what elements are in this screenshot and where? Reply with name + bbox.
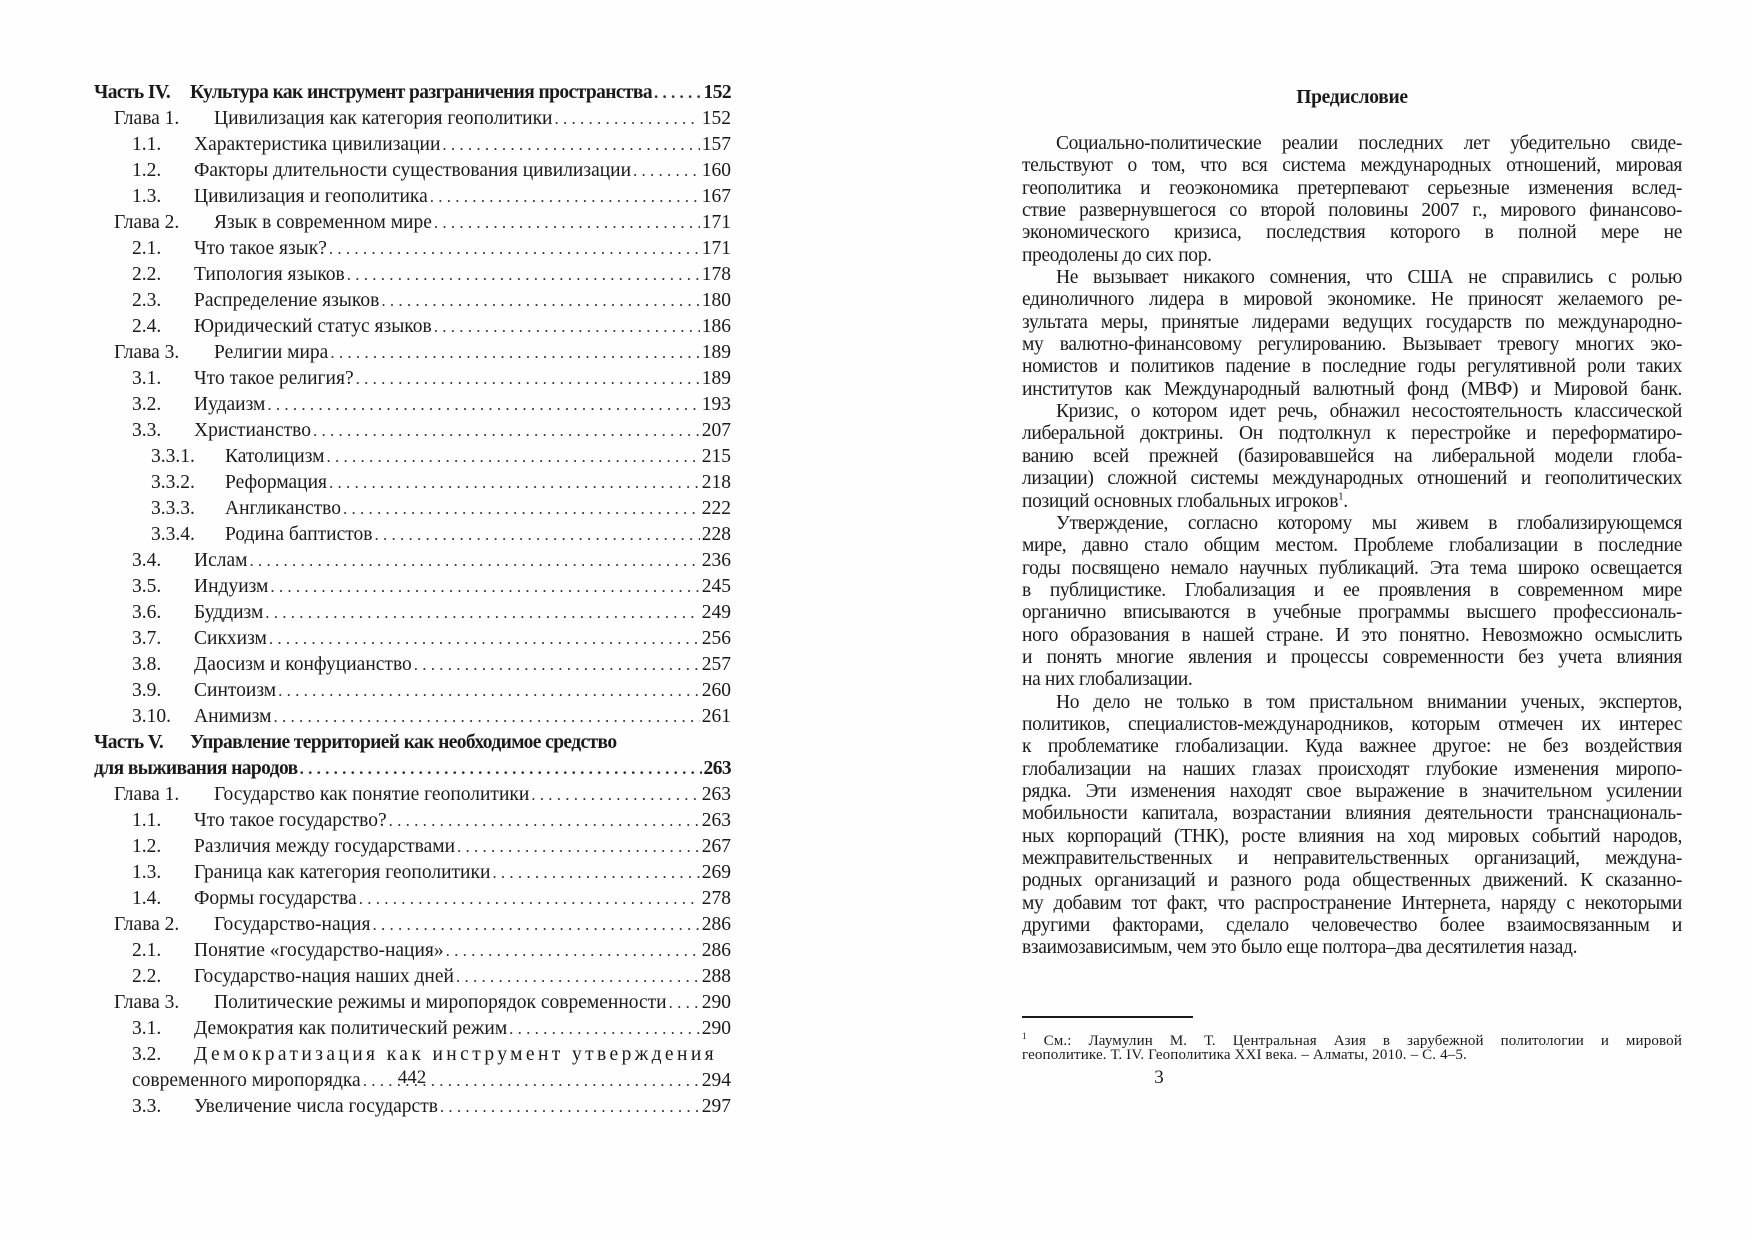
toc-entry-sec[interactable] — [94, 262, 731, 288]
toc-entry-sec[interactable] — [94, 288, 731, 314]
text-line — [1022, 222, 1682, 244]
text-line-content: межправительственных и неправительственных организаций, междуна- — [1022, 848, 1682, 869]
toc-entry-number: 3.3. — [132, 420, 162, 441]
toc-entry-title: Увеличение числа государств — [194, 1096, 438, 1117]
toc-entry-chapter[interactable] — [94, 106, 731, 132]
toc-entry-title: Что такое государство? — [194, 810, 387, 831]
text-line — [1022, 692, 1682, 714]
text-line-content: мобильности капитала, возрастании влияния деятельности транснациональ- — [1022, 803, 1682, 825]
toc-entry-sec[interactable] — [94, 314, 731, 340]
toc-entry-sec[interactable] — [94, 834, 731, 860]
toc-entry-number: 3.9. — [132, 680, 162, 701]
toc-entry-sec[interactable] — [94, 158, 731, 184]
toc-entry-page: 207 — [701, 420, 731, 441]
toc-entry-number: Глава 2. — [114, 914, 180, 935]
toc-entry-number: 1.2. — [132, 160, 162, 181]
toc-entry-title: Англиканство — [225, 498, 341, 519]
text-line-content: институтов как Международный валютный фонд (МВФ) и Мировой банк. — [1022, 378, 1682, 400]
toc-entry-page: 294 — [701, 1070, 731, 1091]
toc-entry-sub[interactable] — [94, 496, 731, 522]
toc-entry-page: 297 — [701, 1096, 731, 1117]
toc-entry-title: Демократизация как инструмент утверждения — [194, 1044, 718, 1065]
toc-entry-number: Часть V. — [94, 732, 164, 753]
toc-entry-title: Католицизм — [225, 446, 325, 467]
toc-entry-title: Сикхизм — [194, 628, 267, 649]
text-line — [1022, 647, 1682, 669]
text-line-content: Социально-политические реалии последних лет убедительно свиде- — [1056, 133, 1682, 154]
toc-entry-sec[interactable] — [94, 184, 731, 210]
toc-entry-title: Христианство — [194, 420, 311, 441]
left-page — [0, 0, 874, 1241]
text-line-content: экономического кризиса, последствия которого в полной мере не — [1022, 222, 1682, 244]
dot-leader — [381, 288, 699, 314]
toc-entry-title: Формы государства — [194, 888, 357, 909]
dot-leader — [414, 652, 700, 678]
text-line — [1022, 178, 1682, 200]
text-line — [1022, 334, 1682, 356]
toc-entry-sub[interactable] — [94, 444, 731, 470]
text-line — [1022, 625, 1682, 647]
toc-entry-number: 3.3. — [132, 1096, 162, 1117]
page-number-left: 442 — [397, 1067, 427, 1088]
toc-entry-sec[interactable] — [94, 704, 731, 730]
dot-leader — [274, 704, 700, 730]
toc-entry-page: 290 — [701, 992, 731, 1013]
toc-entry-sec[interactable] — [94, 548, 731, 574]
toc-entry-title: Язык в современном мире — [214, 212, 432, 233]
toc-entry-chapter[interactable] — [94, 990, 731, 1016]
text-line-content: зультата меры, принятые лидерами ведущих государств по международно- — [1022, 311, 1682, 333]
dot-leader — [457, 834, 700, 860]
toc-entry-number: 1.4. — [132, 888, 162, 909]
dot-leader — [249, 548, 699, 574]
dot-leader — [434, 314, 700, 340]
toc-entry-sec[interactable] — [94, 678, 731, 704]
toc-entry-page: 257 — [701, 654, 731, 675]
text-line — [1022, 870, 1682, 892]
toc-entry-title: Юридический статус языков — [194, 316, 432, 337]
text-line-content: преодолены до сих пор. — [1022, 244, 1212, 266]
text-line-content: Не вызывает никакого сомнения, что США не справились с ролью — [1056, 267, 1682, 289]
dot-leader — [347, 262, 700, 288]
toc-entry-sec[interactable] — [94, 652, 731, 678]
toc-entry-title: Реформация — [225, 472, 328, 493]
toc-entry-title: Синтоизм — [194, 680, 277, 701]
toc-entry-sec[interactable] — [94, 392, 731, 418]
dot-leader — [442, 132, 699, 158]
toc-entry-page: 261 — [701, 706, 731, 727]
text-line-content: ных корпораций (ТНК), росте влияния на ход мировых событий народов, — [1022, 825, 1682, 847]
toc-entry-number: 3.2. — [132, 394, 162, 415]
dot-leader — [633, 158, 700, 184]
footnote-marker: 1 — [1022, 1031, 1027, 1041]
toc-entry-sec[interactable] — [94, 236, 731, 262]
toc-entry-page: 215 — [701, 446, 731, 467]
text-line-content: Кризис, о котором идет речь, обнажил несостоятельность классической — [1056, 401, 1682, 423]
dot-leader — [374, 522, 699, 548]
toc-entry-sec[interactable] — [94, 1094, 731, 1120]
toc-entry-page: 245 — [701, 576, 731, 597]
text-line — [1022, 491, 1682, 513]
text-line-content: другими факторами, сделало человечество более взаимосвязанным и — [1022, 915, 1682, 937]
toc-entry-page: 189 — [701, 368, 731, 389]
toc-entry-sec[interactable] — [94, 808, 731, 834]
text-line — [1022, 155, 1682, 177]
toc-entry-title: Распределение языков — [194, 290, 380, 311]
text-line — [1022, 937, 1682, 959]
toc-entry-page: 171 — [701, 212, 731, 233]
text-line-content: мире, давно стало общим местом. Проблеме глобализации в последние — [1022, 535, 1682, 557]
toc-entry-page: 290 — [701, 1018, 731, 1039]
toc-entry-number: Глава 2. — [114, 212, 180, 233]
toc-entry-sec[interactable] — [94, 574, 731, 600]
text-line-content: политиков, специалистов-международников, которым отмечен их интерес — [1022, 713, 1682, 735]
toc-entry-number: 3.1. — [132, 368, 162, 389]
toc-entry-part[interactable] — [94, 730, 731, 756]
toc-entry-number: Часть IV. — [94, 82, 171, 103]
toc-entry-sec[interactable] — [94, 964, 731, 990]
dot-leader — [531, 782, 699, 808]
toc-entry-title: Факторы длительности существования цивилизации — [194, 160, 632, 181]
text-line — [1022, 826, 1682, 848]
toc-entry-page: 178 — [701, 264, 731, 285]
text-line — [1022, 267, 1682, 289]
text-line — [1022, 356, 1682, 378]
dot-leader — [300, 756, 702, 782]
text-line-content: глобализации на наших глазах происходят глубокие изменения миропо- — [1022, 758, 1682, 780]
text-line-content: позиций основных глобальных игроков — [1022, 490, 1339, 512]
toc-entry-page: 222 — [701, 498, 731, 519]
text-line — [1022, 535, 1682, 557]
toc-entry-title: Индуизм — [194, 576, 269, 597]
toc-entry-chapter[interactable] — [94, 912, 731, 938]
toc-entry-title: Характеристика цивилизации — [194, 134, 441, 155]
text-line — [1022, 289, 1682, 311]
toc-entry-page: 186 — [701, 316, 731, 337]
toc-entry-sec[interactable] — [94, 418, 731, 444]
toc-entry-number: 3.7. — [132, 628, 162, 649]
toc-entry-title: Ислам — [194, 550, 248, 571]
text-line-content: либеральной доктрины. Он подтолкнул к перестройке и переформатиро- — [1022, 423, 1682, 445]
page-number-right: 3 — [1154, 1067, 1164, 1088]
toc-entry-chapter[interactable] — [94, 782, 731, 808]
toc-entry-sub[interactable] — [94, 470, 731, 496]
text-line — [1022, 468, 1682, 490]
footnote-divider — [1022, 1016, 1193, 1018]
toc-entry-continuation[interactable] — [94, 756, 731, 782]
toc-entry-title: Цивилизация как категория геополитики — [214, 108, 553, 129]
toc-entry-title: Типология языков — [194, 264, 345, 285]
toc-entry-title: Культура как инструмент разграничения пространства — [190, 82, 652, 103]
dot-leader — [509, 1016, 700, 1042]
text-line — [1022, 245, 1682, 267]
footnote-text: См.: Лаумулин М. Т. Центральная Азия в зарубежной политологии и мировой — [1043, 1033, 1682, 1049]
toc-entry-page: 160 — [701, 160, 731, 181]
text-line — [1022, 714, 1682, 736]
toc-entry-title: Управление территорией как необходимое средство — [190, 732, 617, 753]
toc-entry-page: 152 — [701, 108, 731, 129]
toc-entry-number: 3.4. — [132, 550, 162, 571]
toc-entry-sec[interactable] — [94, 626, 731, 652]
text-line — [1022, 401, 1682, 423]
toc-entry-title: Цивилизация и геополитика — [194, 186, 428, 207]
toc-entry-title-continued: современного миропорядка — [132, 1070, 361, 1091]
toc-entry-sec[interactable] — [94, 600, 731, 626]
toc-entry-sec[interactable] — [94, 938, 731, 964]
toc-entry-number: 1.3. — [132, 862, 162, 883]
toc-entry-number: 2.2. — [132, 966, 162, 987]
toc-entry-page: 260 — [701, 680, 731, 701]
toc-entry-sec[interactable] — [94, 860, 731, 886]
toc-entry-page: 263 — [701, 784, 731, 805]
toc-entry-title: Государство как понятие геополитики — [214, 784, 530, 805]
toc-entry-page: 286 — [701, 914, 731, 935]
text-line — [1022, 513, 1682, 535]
toc-entry-number: 3.3.4. — [151, 524, 195, 545]
text-line — [1022, 781, 1682, 803]
toc-entry-title: Демократия как политический режим — [194, 1018, 508, 1039]
toc-entry-title: Религии мира — [214, 342, 329, 363]
text-line — [1022, 580, 1682, 602]
toc-entry-sub[interactable] — [94, 522, 731, 548]
dot-leader — [440, 1094, 700, 1120]
text-line — [1022, 669, 1682, 691]
toc-entry-number: 3.6. — [132, 602, 162, 623]
dot-leader — [343, 496, 700, 522]
toc-entry-page: 236 — [701, 550, 731, 571]
toc-entry-chapter[interactable] — [94, 210, 731, 236]
toc-entry-sec[interactable] — [94, 886, 731, 912]
toc-entry-sec[interactable] — [94, 1016, 731, 1042]
text-line-content: Но дело не только в том пристальном внимании ученых, экспертов, — [1056, 691, 1682, 713]
toc-entry-number: 3.5. — [132, 576, 162, 597]
toc-entry-page: 269 — [701, 862, 731, 883]
text-line-content: органично вписываются в учебные программы высшего профессиональ- — [1022, 602, 1682, 624]
dot-leader — [492, 860, 699, 886]
toc-entry-number: 1.1. — [132, 134, 162, 155]
toc-entry-title-continued: для выживания народов — [94, 758, 298, 779]
text-line-content: к проблематике глобализации. Куда важнее другое: не без воздействия — [1022, 736, 1682, 758]
toc-entry-part[interactable] — [94, 80, 731, 106]
toc-entry-page: 263 — [701, 810, 731, 831]
dot-leader — [326, 444, 699, 470]
dot-leader — [389, 808, 700, 834]
toc-entry-page: 167 — [701, 186, 731, 207]
toc-entry-page: 218 — [701, 472, 731, 493]
dot-leader — [555, 106, 700, 132]
toc-entry-sec[interactable] — [94, 366, 731, 392]
dot-leader — [372, 912, 699, 938]
dot-leader — [654, 80, 702, 106]
toc-entry-title: Что такое религия? — [194, 368, 354, 389]
dot-leader — [265, 600, 699, 626]
toc-entry-page: 249 — [701, 602, 731, 623]
toc-entry-page: 267 — [701, 836, 731, 857]
toc-entry-page: 152 — [703, 82, 731, 103]
toc-entry-page: 263 — [703, 758, 731, 779]
dot-leader — [313, 418, 700, 444]
dot-leader — [434, 210, 700, 236]
text-line-content: единоличного лидера в мировой экономике. Не приносят желаемого ре- — [1022, 289, 1682, 311]
dot-leader — [359, 886, 700, 912]
text-line — [1022, 602, 1682, 624]
text-line — [1022, 759, 1682, 781]
toc-entry-number: 1.2. — [132, 836, 162, 857]
toc-entry-chapter[interactable] — [94, 340, 731, 366]
toc-entry-number: Глава 1. — [114, 784, 180, 805]
toc-entry-page: 256 — [701, 628, 731, 649]
toc-entry-number: 2.1. — [132, 940, 162, 961]
text-line-content: и понять многие явления и процессы современности без учета влияния — [1022, 646, 1682, 668]
text-line-content: взаимозависимым, чем это было еще полтора–два десятилетия назад. — [1022, 937, 1578, 959]
toc-entry-number: 1.3. — [132, 186, 162, 207]
text-line-content: годы посвящено немало научных публикаций. Эта тема широко освещается — [1022, 557, 1682, 579]
toc-entry-number: Глава 1. — [114, 108, 180, 129]
text-line — [1022, 423, 1682, 445]
text-line — [1022, 446, 1682, 468]
footnote — [1022, 1027, 1682, 1065]
toc-entry-page: 189 — [701, 342, 731, 363]
toc-entry-number: Глава 3. — [114, 342, 180, 363]
text-line-content: му валютно-финансовому регулированию. Вызывает тревогу многих эко- — [1022, 334, 1682, 356]
dot-leader — [269, 626, 700, 652]
toc-entry-number: 3.3.2. — [151, 472, 195, 493]
preface-heading: Предисловие — [1296, 87, 1408, 108]
text-line-punct: . — [1343, 490, 1348, 512]
toc-entry-number: Глава 3. — [114, 992, 180, 1013]
toc-entry-title: Государство-нация наших дней — [194, 966, 454, 987]
text-line-content: родных организаций и разного рода общественных движений. К сказанно- — [1022, 870, 1682, 892]
dot-leader — [430, 184, 700, 210]
text-line-content: Утверждение, согласно которому мы живем в глобализирующемся — [1056, 512, 1682, 534]
text-line — [1022, 200, 1682, 222]
text-line-content: тельствуют о том, что вся система международных отношений, мировая — [1022, 155, 1682, 177]
dot-leader — [456, 964, 700, 990]
toc-entry-title: Иудаизм — [194, 394, 266, 415]
footnote-reference[interactable]: 1 — [1338, 490, 1344, 502]
toc-entry-title: Государство-нация — [214, 914, 371, 935]
text-line — [1022, 558, 1682, 580]
toc-entry-title: Что такое язык? — [194, 238, 327, 259]
toc-entry-page: 157 — [701, 134, 731, 155]
toc-entry-page: 228 — [701, 524, 731, 545]
dot-leader — [267, 392, 699, 418]
toc-entry-page: 288 — [701, 966, 731, 987]
footnote-line — [1022, 1027, 1682, 1049]
text-line-content: геополитика и геоэкономика претерпевают серьезные изменения вслед- — [1022, 177, 1682, 199]
dot-leader — [270, 574, 699, 600]
text-line — [1022, 312, 1682, 334]
toc-entry-title: Родина баптистов — [225, 524, 373, 545]
toc-entry-number: 2.3. — [132, 290, 162, 311]
toc-entry-number: 2.2. — [132, 264, 162, 285]
text-line-content: на них глобализации. — [1022, 669, 1193, 691]
text-line — [1022, 848, 1682, 870]
text-line — [1022, 379, 1682, 401]
toc-entry-number: 3.2. — [132, 1044, 162, 1065]
text-line — [1022, 893, 1682, 915]
toc-entry-sec[interactable] — [94, 132, 731, 158]
toc-entry-sec[interactable] — [94, 1042, 731, 1068]
toc-entry-title: Политические режимы и миропорядок современности — [214, 992, 667, 1013]
text-line — [1022, 133, 1682, 155]
toc-entry-number: 3.8. — [132, 654, 162, 675]
toc-entry-number: 1.1. — [132, 810, 162, 831]
toc-entry-page: 286 — [701, 940, 731, 961]
dot-leader — [446, 938, 700, 964]
text-line-content: ванию всей прежней (базировавшейся на либеральной модели глоба- — [1022, 445, 1682, 467]
footnote-text: геополитике. Т. IV. Геополитика XXI века. – Алматы, 2010. – С. 4–5. — [1022, 1047, 1467, 1063]
text-line-content: му добавим тот факт, что распространение Интернета, наряду с некоторыми — [1022, 892, 1682, 914]
toc-entry-number: 3.3.3. — [151, 498, 195, 519]
text-line-content: рядка. Эти изменения находят свое выражение в значительном усилении — [1022, 780, 1682, 802]
text-line — [1022, 915, 1682, 937]
text-line-content: ствие развернувшегося со второй половины 2007 г., мирового финансово- — [1022, 200, 1682, 222]
toc-entry-title: Граница как категория геополитики — [194, 862, 491, 883]
toc-entry-page: 193 — [701, 394, 731, 415]
dot-leader — [278, 678, 700, 704]
dot-leader — [330, 340, 699, 366]
toc-entry-number: 3.3.1. — [151, 446, 195, 467]
dot-leader — [329, 470, 700, 496]
text-line — [1022, 803, 1682, 825]
dot-leader — [329, 236, 700, 262]
table-of-contents — [94, 80, 731, 1120]
toc-entry-page: 278 — [701, 888, 731, 909]
preface-body — [1022, 133, 1682, 960]
toc-entry-title: Различия между государствами — [194, 836, 456, 857]
toc-entry-number: 3.10. — [132, 706, 171, 727]
toc-entry-title: Анимизм — [194, 706, 272, 727]
text-line — [1022, 736, 1682, 758]
toc-entry-page: 171 — [701, 238, 731, 259]
text-line-content: номистов и политиков падение в последние годы регулятивной роли таких — [1022, 356, 1682, 378]
toc-entry-number: 2.1. — [132, 238, 162, 259]
toc-entry-title: Понятие «государство-нация» — [194, 940, 444, 961]
dot-leader — [356, 366, 700, 392]
toc-entry-number: 3.1. — [132, 1018, 162, 1039]
text-line-content: ного образования в нашей стране. И это понятно. Невозможно осмыслить — [1022, 624, 1682, 646]
text-line-content: в публицистике. Глобализация и ее проявления в современном мире — [1022, 579, 1682, 601]
toc-entry-title: Даосизм и конфуцианство — [194, 654, 412, 675]
text-line-content: лизации) сложной системы международных отношений и геополитических — [1022, 468, 1682, 490]
dot-leader — [669, 990, 700, 1016]
toc-entry-title: Буддизм — [194, 602, 264, 623]
toc-entry-page: 180 — [701, 290, 731, 311]
toc-entry-number: 2.4. — [132, 316, 162, 337]
